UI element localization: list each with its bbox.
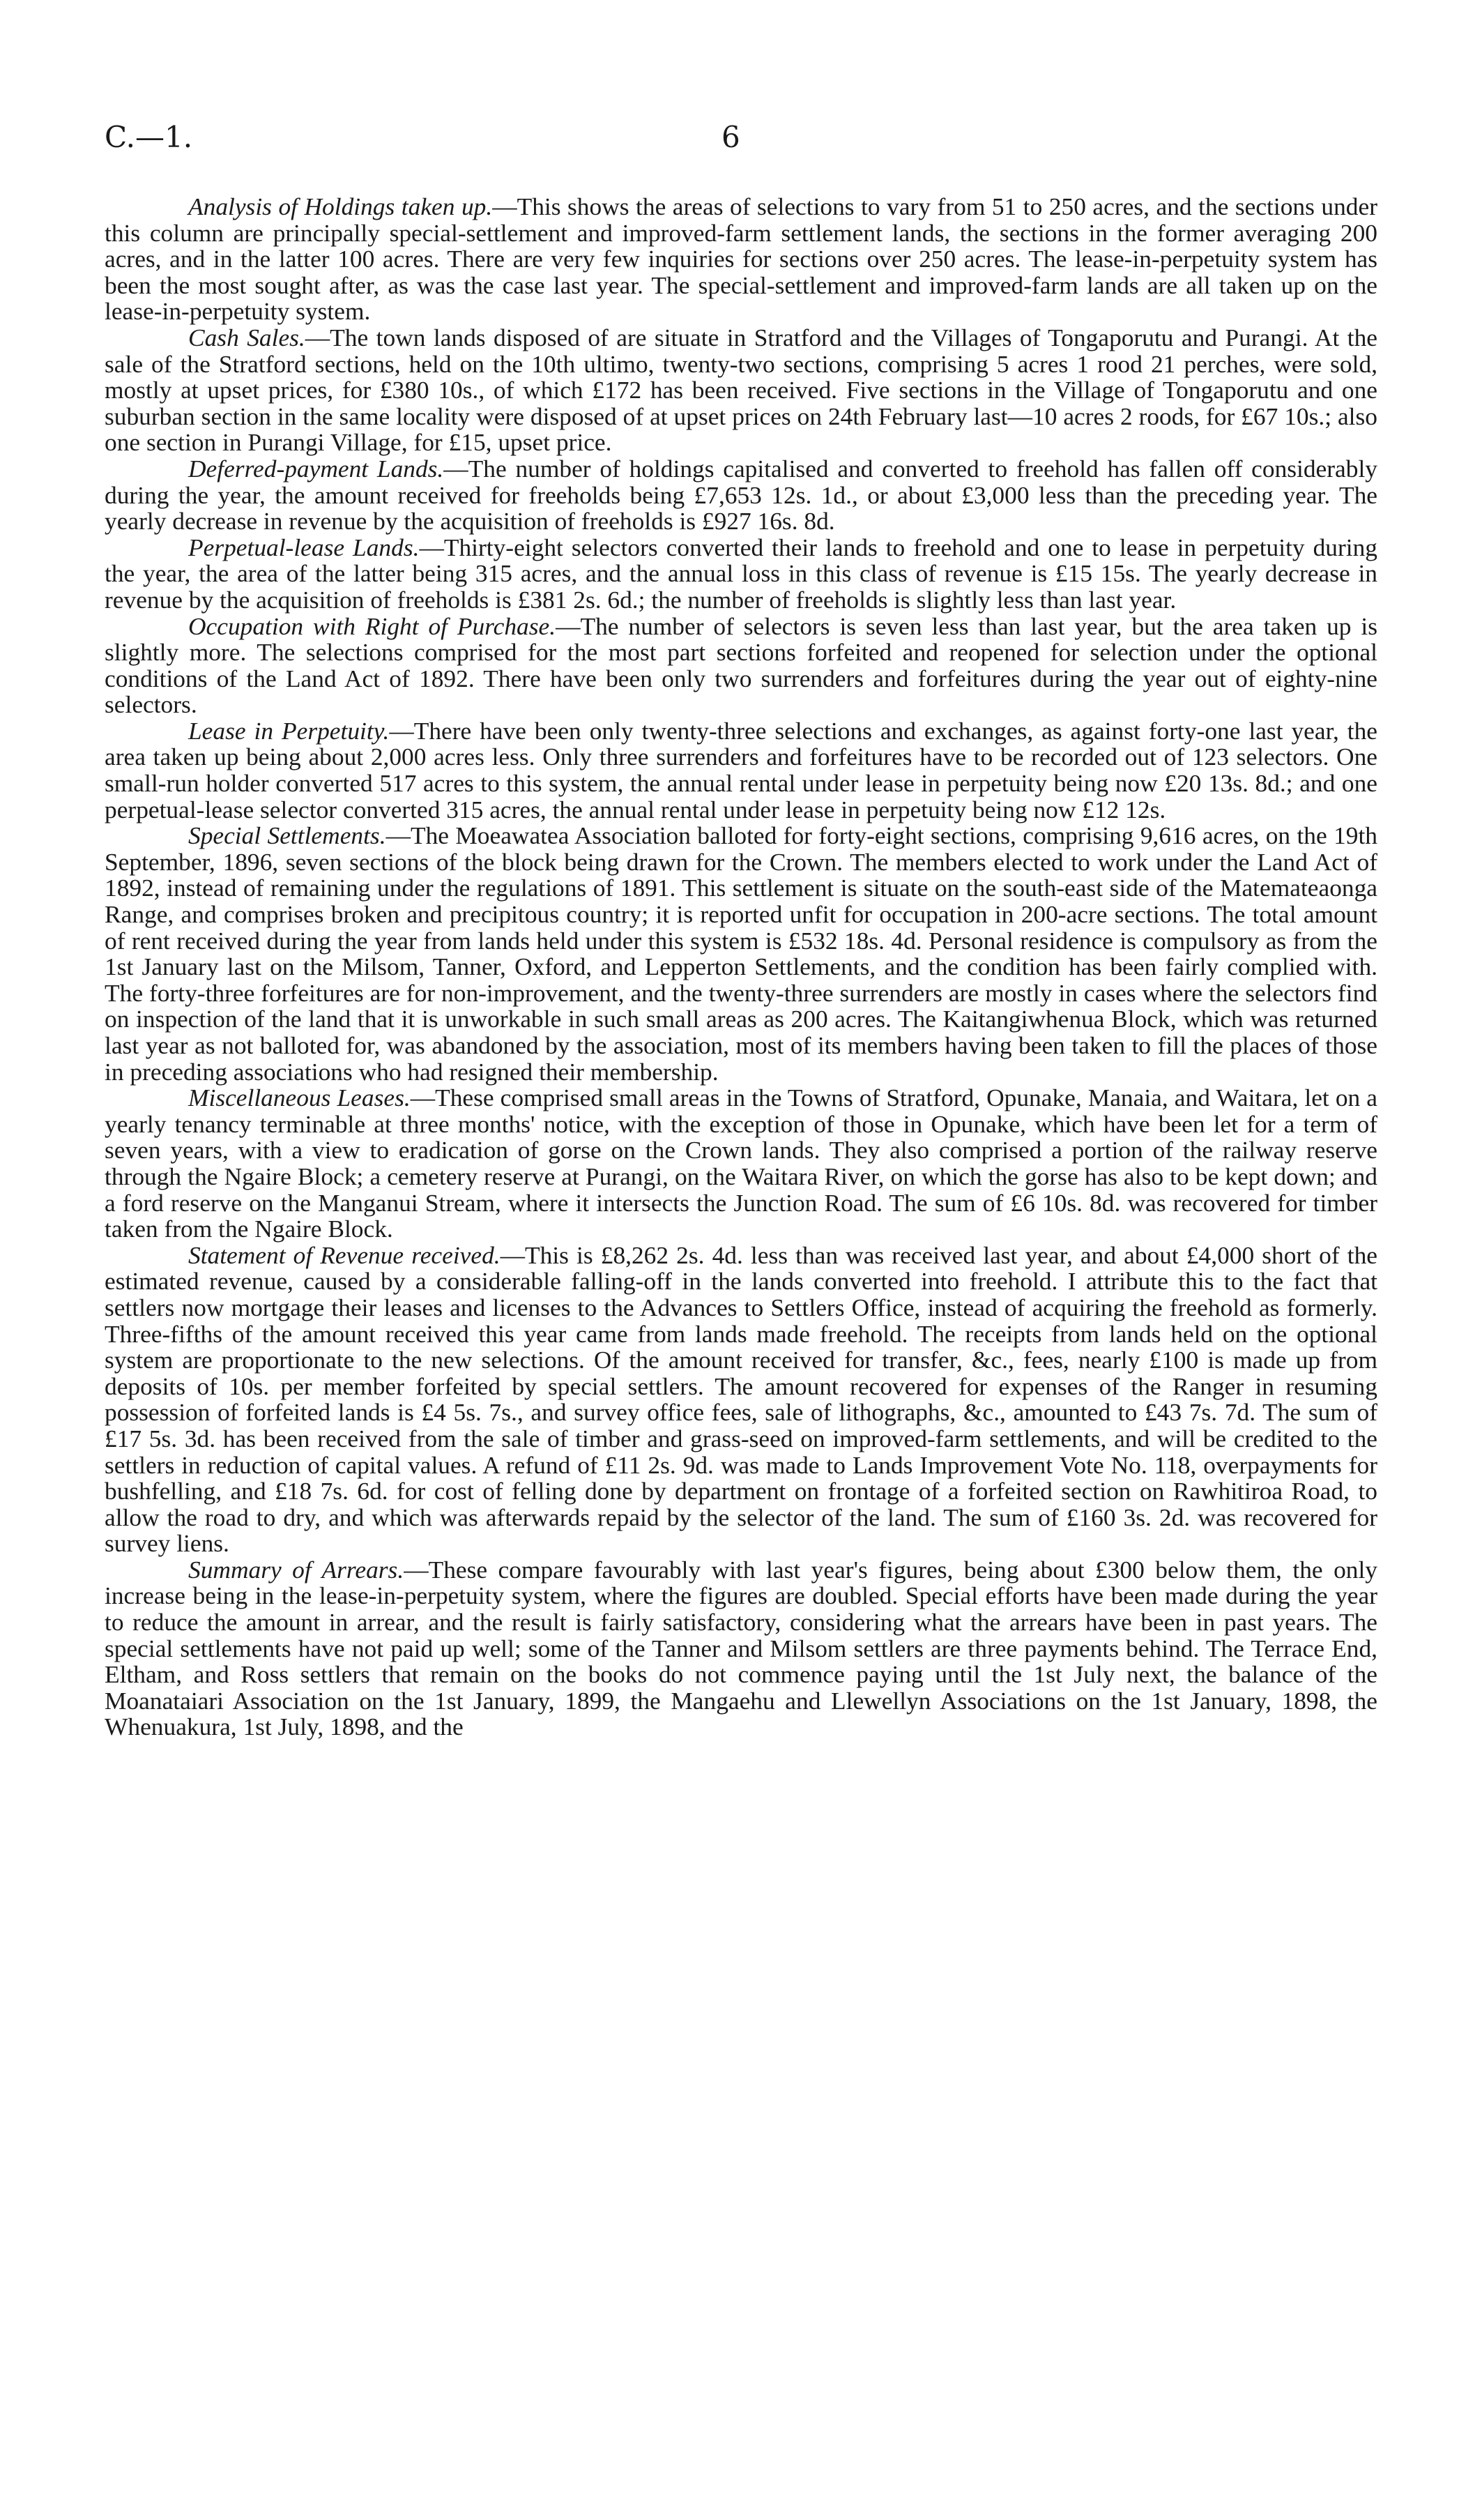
- paragraph-text: —There have been only twenty-three selections and exchanges, as against forty-one last year, the area taken up being about 2,000 acres less. Only three surrenders and forfeitures have to be recorded out of 123 selectors. One small-run holder converted 517 acres to this system, the annual rental under lease in perpetuity being now £20 13s. 8d.; and one perpetual-lease selector converted 315 acres, the annual rental under lease in perpetuity being now £12 12s.: [105, 716, 1378, 823]
- paragraph-heading: Occupation with Right of Purchase.: [188, 612, 556, 640]
- paragraph-heading: Cash Sales.: [188, 323, 305, 351]
- paragraph-text: —These comprised small areas in the Towns of Stratford, Opunake, Manaia, and Waitara, let on a yearly tenancy terminable at three months' notice, with the exception of those in Opunake, which have been let for a term of seven years, with a view to eradication of gorse on the Crown lands. They also comprised a portion of the railway reserve through the Ngaire Block; a cemetery reserve at Purangi, on the Waitara River, on which the gorse has also to be kept down; and a ford reserve on the Manganui Stream, where it intersects the Junction Road. The sum of £6 10s. 8d. was recovered for timber taken from the Ngaire Block.: [105, 1084, 1377, 1243]
- paragraph-deferred-payment-lands: [105, 456, 1377, 535]
- paragraph-cash-sales: [105, 325, 1377, 456]
- paragraph-heading: Miscellaneous Leases.: [188, 1084, 411, 1112]
- paragraph-text: —This is £8,262 2s. 4d. less than was received last year, and about £4,000 short of the estimated revenue, caused by a considerable falling-off in the lands converted into freehold. I attribute this to the fact that settlers now mortgage their leases and licenses to the Advances to Settlers Office, instead of acquiring the freehold as formerly. Three-fifths of the amount received this year came from lands made freehold. The receipts from lands held on the optional system are proportionate to the new selections. Of the amount received for transfer, &c., fees, nearly £100 is made up from deposits of 10s. per member forfeited by special settlers. The amount recovered for expenses of the Ranger in resuming possession of forfeited lands is £4 5s. 7s., and survey office fees, sale of lithographs, &c., amounted to £43 7s. 7d. The sum of £17 5s. 3d. has been received from the sale of timber and grass-seed on improved-farm settlements, and will be credited to the settlers in reduction of capital values. A refund of £11 2s. 9d. was made to Lands Improvement Vote No. 118, overpayments for bushfelling, and £18 7s. 6d. for cost of felling done by department on frontage of a forfeited section on Rawhitiroa Road, to allow the road to dry, and which was afterwards repaid by the selector of the land. The sum of £160 3s. 2d. was recovered for survey liens.: [105, 1240, 1377, 1558]
- paragraph-text: —The town lands disposed of are situate in Stratford and the Villages of Tongaporutu and Purangi. At the sale of the Stratford sections, held on the 10th ultimo, twenty-two sections, comprising 5 acres 1 rood 21 perches, were sold, mostly at upset prices, for £380 10s., of which £172 has been received. Five sections in the Village of Tongaporutu and one suburban section in the same locality were disposed of at upset prices on 24th February last—10 acres 2 roods, for £67 10s.; also one section in Purangi Village, for £15, upset price.: [105, 323, 1377, 457]
- paragraph-text: —This shows the areas of selections to vary from 51 to 250 acres, and the sections under this column are principally special-settlement and improved-farm settlement lands, the sections in the former averaging 200 acres, and in the latter 100 acres. There are very few inquiries for sections over 250 acres. The lease-in-perpetuity system has been the most sought after, as was the case last year. The special-settlement and improved-farm lands are all taken up on the lease-in-perpetuity system.: [105, 192, 1377, 326]
- document-reference: C.—1.: [105, 120, 193, 154]
- paragraph-perpetual-lease-lands: [105, 535, 1377, 614]
- report-body: [105, 194, 1377, 1740]
- paragraph-lease-in-perpetuity: [105, 718, 1377, 823]
- paragraph-heading: Summary of Arrears.: [188, 1555, 404, 1584]
- page-number: 6: [721, 120, 740, 154]
- page-header: [105, 120, 1377, 162]
- paragraph-text: —The Moeawatea Association balloted for forty-eight sections, comprising 9,616 acres, on the 19th September, 1896, seven sections of the block being drawn for the Crown. The members elected to work under the Land Act of 1892, instead of remaining under the regulations of 1891. This settlement is situate on the south-east side of the Matemateaonga Range, and comprises broken and precipitous country; it is reported unfit for occupation in 200-acre sections. The total amount of rent received during the year from lands held under this system is £532 18s. 4d. Personal residence is compulsory as from the 1st January last on the Milsom, Tanner, Oxford, and Lepperton Settlements, and the condition has been fairly complied with. The forty-three forfeitures are for non-improvement, and the twenty-three surrenders are mostly in cases where the selectors find on inspection of the land that it is unworkable in such small areas as 200 acres. The Kaitangiwhenua Block, which was returned last year as not balloted for, was abandoned by the association, most of its members having been taken to fill the places of those in preceding associations who had resigned their membership.: [105, 821, 1377, 1086]
- paragraph-heading: Statement of Revenue received.: [188, 1240, 501, 1269]
- paragraph-heading: Lease in Perpetuity.: [188, 716, 390, 745]
- paragraph-occupation-right-of-purchase: [105, 614, 1377, 718]
- paragraph-summary-of-arrears: [105, 1557, 1377, 1740]
- paragraph-heading: Analysis of Holdings taken up.: [188, 192, 493, 220]
- paragraph-text: —Thirty-eight selectors converted their lands to freehold and one to lease in perpetuity during the year, the area of the latter being 315 acres, and the annual loss in this class of revenue is £15 15s. The yearly decrease in revenue by the acquisition of freeholds is £381 2s. 6d.; the number of freeholds is slightly less than last year.: [105, 533, 1377, 614]
- paragraph-heading: Special Settlements.: [188, 821, 386, 850]
- paragraph-heading: Deferred-payment Lands.: [188, 454, 444, 483]
- paragraph-statement-of-revenue: [105, 1240, 1377, 1558]
- paragraph-heading: Perpetual-lease Lands.: [188, 533, 420, 561]
- paragraph-text: —These compare favourably with last year's figures, being about £300 below them, the only increase being in the lease-in-perpetuity system, where the figures are doubled. Special efforts have been made during the year to reduce the amount in arrear, and the result is fairly satisfactory, considering what the arrears have been in past years. The special settlements have not paid up well; some of the Tanner and Milsom settlers are three payments behind. The Terrace End, Eltham, and Ross settlers that remain on the books do not commence paying until the 1st July next, the balance of the Moanataiari Association on the 1st January, 1899, the Mangaehu and Llewellyn Associations on the 1st January, 1898, the Whenuakura, 1st July, 1898, and the: [105, 1555, 1377, 1741]
- paragraph-special-settlements: [105, 823, 1377, 1085]
- paragraph-miscellaneous-leases: [105, 1085, 1377, 1243]
- paragraph-analysis-of-holdings: [105, 194, 1377, 325]
- paragraph-text: —The number of holdings capitalised and converted to freehold has fallen off considerably during the year, the amount received for freeholds being £7,653 12s. 1d., or about £3,000 less than the preceding year. The yearly decrease in revenue by the acquisition of freeholds is £927 16s. 8d.: [105, 454, 1377, 536]
- paragraph-text: —The number of selectors is seven less than last year, but the area taken up is slightly more. The selections comprised for the most part sections forfeited and reopened for selection under the optional conditions of the Land Act of 1892. There have been only two surrenders and forfeitures during the year out of eighty-nine selectors.: [105, 612, 1378, 719]
